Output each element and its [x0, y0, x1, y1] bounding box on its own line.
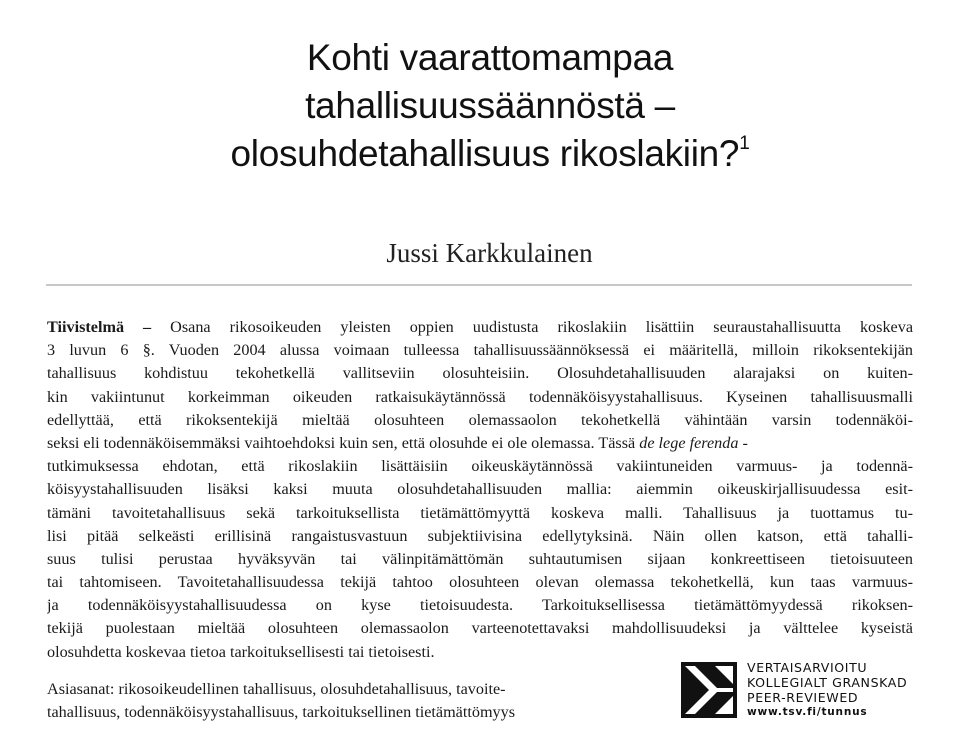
abstract-italic-phrase: de lege ferenda [639, 433, 739, 452]
abstract-line-text: lisi pitää selkeästi erillisinä rangaistusvastuun subjektiivisina edellytyksinä. Näin ollen katson, että tahalli- [47, 526, 913, 545]
title-line-3-text: olosuhdetahallisuus rikoslakiin? [230, 133, 740, 174]
divider [46, 284, 912, 286]
footnote-marker[interactable]: 1 [739, 133, 750, 154]
title-line-2: tahallisuussäännöstä – [305, 85, 675, 126]
abstract-line [47, 617, 913, 640]
badge-url-link[interactable]: www.tsv.fi/tunnus [747, 706, 868, 718]
abstract-line-text: Osana rikosoikeuden yleisten oppien uudistusta rikoslakiin lisättiin seuraustahallisuutta koskeva [151, 318, 913, 336]
keywords-line-1: Asiasanat: rikosoikeudellinen tahallisuus, olosuhdetahallisuus, tavoite- [47, 680, 506, 698]
title-line-1: Kohti vaarattomampaa [306, 37, 674, 78]
badge-line-3: PEER-REVIEWED [747, 690, 859, 705]
abstract-line [47, 502, 913, 525]
article-title [60, 34, 920, 178]
abstract-line [47, 455, 913, 478]
abstract-line [47, 571, 913, 594]
peer-review-logo-icon [681, 662, 737, 718]
abstract-line [47, 594, 913, 617]
abstract-line [47, 386, 913, 409]
abstract-line [47, 409, 913, 432]
abstract-line-text: suus tulisi perustaa hyväksyvän tai välinpitämättömän suhtautumisen sijaan konkreettiseen tietoisuuteen [47, 549, 913, 568]
abstract-line-text: tutkimuksessa ehdotan, että rikoslakiin lisättäisiin oikeuskäytännössä vakiintuneiden varmuus- ja todennä- [47, 457, 913, 476]
badge-text [747, 660, 907, 720]
abstract-line-text: 3 luvun 6 §. Vuoden 2004 alussa voimaan tulleessa tahallisuussäännöksessä ei määritellä, milloin rikoksentekijän [47, 341, 913, 360]
abstract-lead: Tiivistelmä – [47, 318, 152, 336]
abstract-line-text: seksi eli todennäköisemmäksi vaihtoehdoksi kuin sen, että olosuhde ei ole olemassa. Tässä [47, 433, 640, 452]
abstract-line-text: tekijä puolestaan mieltää olosuhteen olemassaolon varteenotettavaksi mahdollisuudeksi ja välttelee kyseistä [47, 619, 913, 638]
author-name: Jussi Karkkulainen [386, 238, 593, 268]
abstract-line-text: tai tahtomiseen. Tavoitetahallisuudessa tekijä tahtoo olosuhteen olevan olemassa tekohetkellä, kun taas varmuus- [47, 573, 913, 592]
abstract-line [47, 339, 913, 362]
abstract-line [47, 316, 913, 339]
abstract-line-text: tahallisuus kohdistuu tekohetkellä vallitseviin olosuhteisiin. Olosuhdetahallisuuden alarajaksi on kuiten- [47, 364, 913, 383]
abstract-line [47, 478, 913, 501]
abstract-line [47, 548, 913, 571]
abstract-line-text: olosuhdetta koskevaa tietoa tarkoituksellisesti tai tietoisesti. [47, 642, 435, 661]
abstract-line [47, 525, 913, 548]
badge-line-1: VERTAISARVIOITU [747, 660, 868, 675]
abstract-italic-suffix: - [738, 433, 748, 452]
keywords-line-2: tahallisuus, todennäköisyystahallisuus, tarkoituksellinen tietämättömyys [47, 703, 516, 722]
abstract-line-text: kin vakiintunut korkeimman oikeuden ratkaisukäytännössä todennäköisyystahallisuus. Kyseinen tahallisuusmalli [47, 387, 913, 406]
abstract-line [47, 432, 913, 455]
abstract [47, 316, 913, 664]
abstract-line [47, 362, 913, 385]
abstract-line-text: köisyystahallisuuden lisäksi kaksi muuta olosuhdetahallisuuden mallia: aiemmin oikeuskirjallisuudessa esit- [47, 480, 913, 499]
badge-line-2: KOLLEGIALT GRANSKAD [747, 675, 908, 690]
title-line-3 [60, 130, 920, 178]
keywords [47, 678, 515, 724]
peer-review-badge[interactable] [681, 660, 911, 720]
abstract-line-text: tämäni tavoitetahallisuus sekä tarkoituksellista tietämättömyyttä koskeva malli. Tahallisuus ja tuottamus tu- [47, 503, 913, 522]
abstract-line-text: ja todennäköisyystahallisuudessa on kyse tietoisuudesta. Tarkoituksellisessa tietämättömyydessä rikoksen- [47, 596, 913, 615]
abstract-line-text: edellyttää, että rikoksentekijä mieltää olosuhteen olemassaolon tekohetkellä vähintään varsin todennäköi- [47, 410, 913, 429]
